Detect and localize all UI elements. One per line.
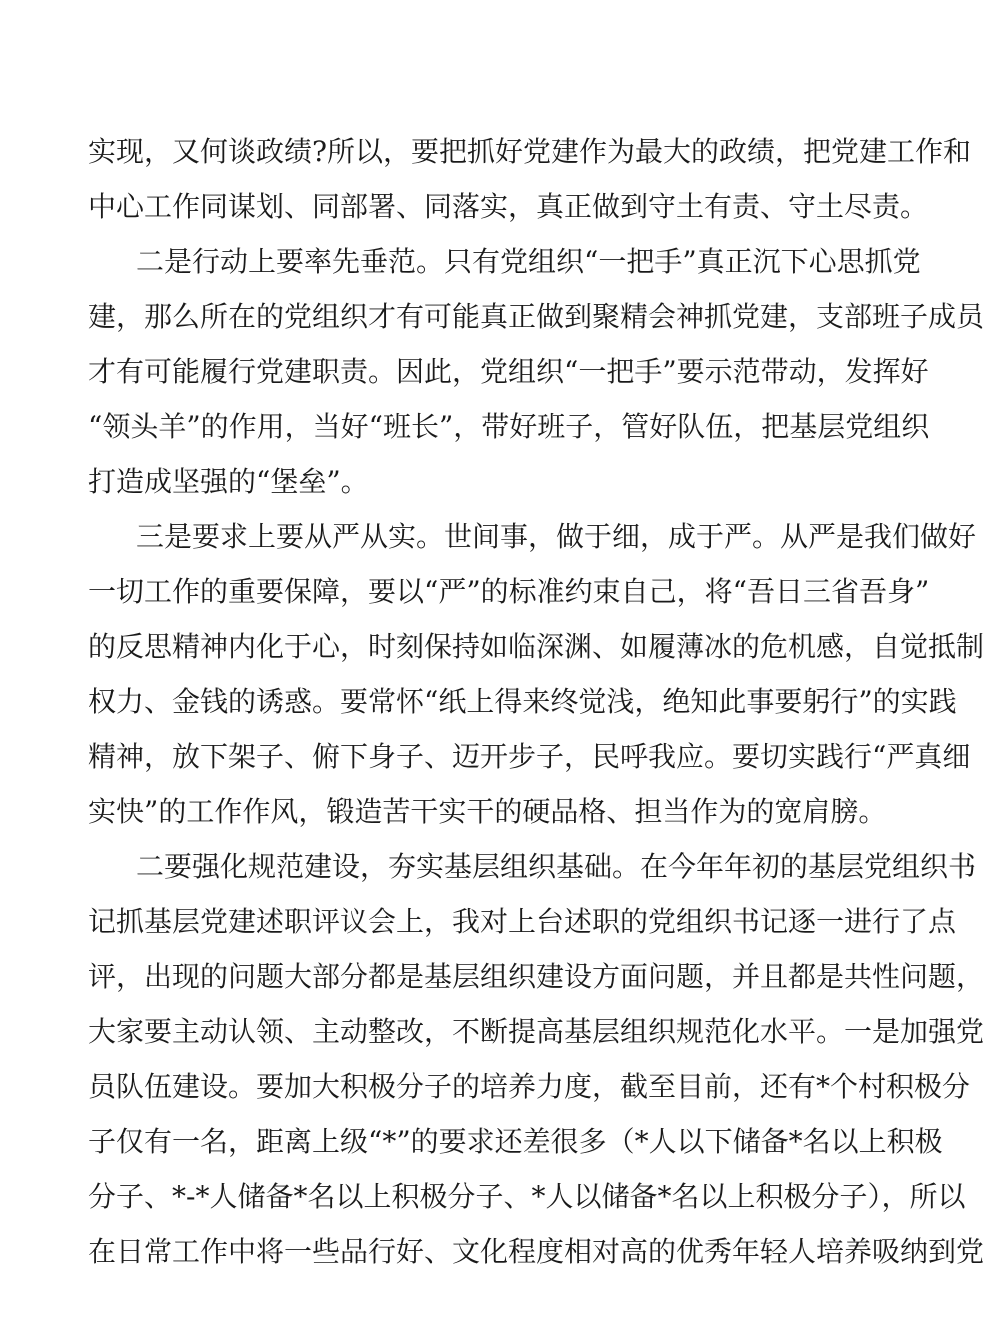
text-line: 大家要主动认领、主动整改，不断提高基层组织规范化水平。一是加强党 bbox=[88, 1015, 984, 1048]
text-line: 三是要求上要从严从实。世间事，做于细，成于严。从严是我们做好 bbox=[136, 520, 977, 553]
text-line: 精神，放下架子、俯下身子、迈开步子，民呼我应。要切实践行“严真细 bbox=[88, 740, 971, 773]
text-line: 员队伍建设。要加大积极分子的培养力度，截至目前，还有*个村积极分 bbox=[88, 1070, 971, 1103]
text-line: 一切工作的重要保障，要以“严”的标准约束自己，将“吾日三省吾身” bbox=[88, 575, 930, 608]
text-line: 子仅有一名，距离上级“*”的要求还差很多（*人以下储备*名以上积极 bbox=[88, 1125, 943, 1158]
text-line: 实快”的工作作风，锻造苦干实干的硬品格、担当作为的宽肩膀。 bbox=[88, 795, 887, 828]
text-line: 评，出现的问题大部分都是基层组织建设方面问题，并且都是共性问题， bbox=[88, 960, 984, 993]
text-line: 在日常工作中将一些品行好、文化程度相对高的优秀年轻人培养吸纳到党 bbox=[88, 1235, 984, 1268]
text-line: 中心工作同谋划、同部署、同落实，真正做到守土有责、守土尽责。 bbox=[88, 190, 929, 223]
text-line: 的反思精神内化于心，时刻保持如临深渊、如履薄冰的危机感，自觉抵制 bbox=[88, 630, 984, 663]
text-line: 打造成坚强的“堡垒”。 bbox=[88, 465, 369, 498]
text-line: 二是行动上要率先垂范。只有党组织“一把手”真正沉下心思抓党 bbox=[136, 245, 921, 278]
body-text bbox=[88, 124, 984, 1279]
text-line: 权力、金钱的诱惑。要常怀“纸上得来终觉浅，绝知此事要躬行”的实践 bbox=[88, 685, 957, 718]
text-line: 建，那么所在的党组织才有可能真正做到聚精会神抓党建，支部班子成员 bbox=[88, 300, 984, 333]
text-line: 分子、*-*人储备*名以上积极分子、*人以储备*名以上积极分子），所以 bbox=[88, 1180, 966, 1213]
text-line: 才有可能履行党建职责。因此，党组织“一把手”要示范带动，发挥好 bbox=[88, 355, 929, 388]
text-line: “领头羊”的作用，当好“班长”，带好班子，管好队伍，把基层党组织 bbox=[88, 410, 930, 443]
text-line: 实现，又何谈政绩?所以，要把抓好党建作为最大的政绩，把党建工作和 bbox=[88, 135, 972, 168]
text-line: 记抓基层党建述职评议会上，我对上台述职的党组织书记逐一进行了点 bbox=[88, 905, 957, 938]
text-line: 二要强化规范建设，夯实基层组织基础。在今年年初的基层党组织书 bbox=[136, 850, 977, 883]
